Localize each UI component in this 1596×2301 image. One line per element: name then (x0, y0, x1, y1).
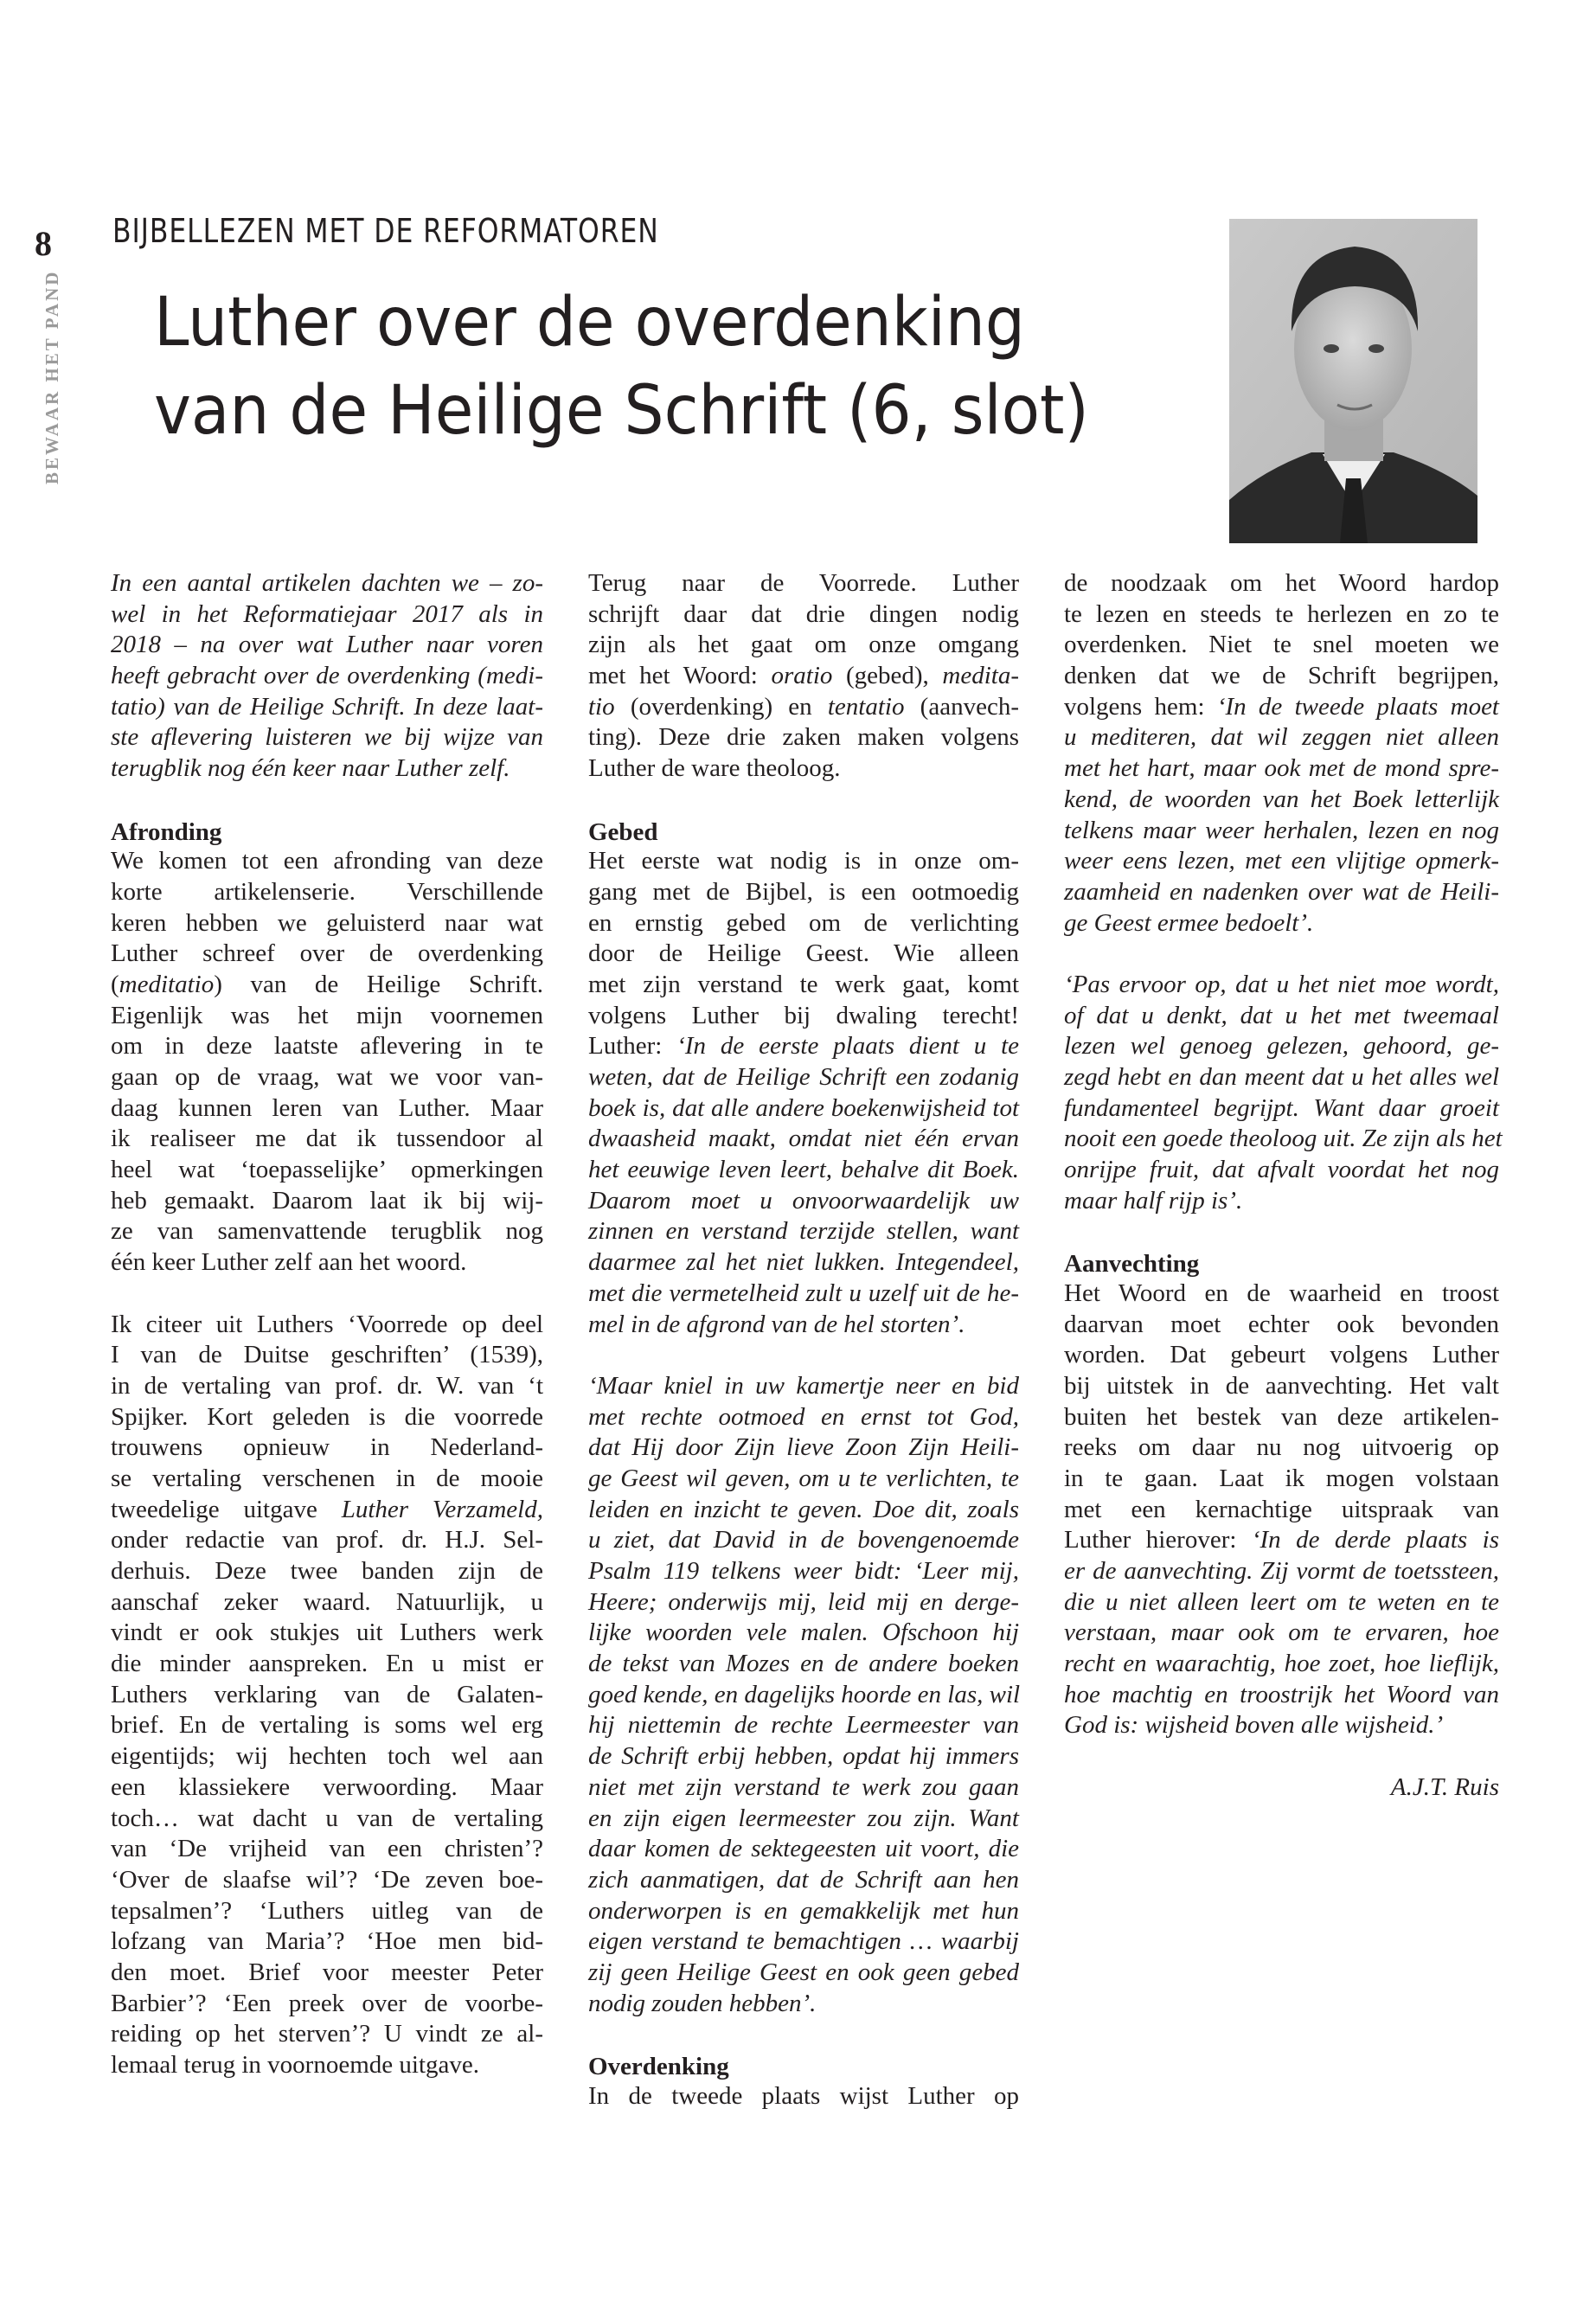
section-heading: Gebed (588, 817, 658, 846)
text-line (588, 1001, 1019, 1032)
text-line (111, 1649, 543, 1680)
text: ik realiseer me dat ik tussendoor al (111, 1125, 543, 1153)
text-line (588, 1031, 1019, 1062)
text-line (588, 908, 1019, 939)
text-line (111, 1834, 543, 1865)
text-line (588, 1926, 1019, 1958)
text-line (588, 1186, 1019, 1217)
italic-text: God is: wijsheid boven alle wijsheid.’ (1064, 1711, 1444, 1740)
text-line (588, 1649, 1019, 1680)
text: reeks om daar nu nog uitvoerig op (1064, 1433, 1499, 1462)
italic-text: mel in de afgrond van de hel storten’. (588, 1310, 965, 1338)
text-line (111, 1001, 543, 1032)
text: ze van samenvattende terugblik nog (111, 1217, 543, 1246)
text-line (1064, 1093, 1499, 1125)
text-line (588, 722, 1019, 753)
section-heading: Aanvechting (1064, 1250, 1200, 1279)
text-line (588, 1772, 1019, 1804)
text-line (1064, 1186, 1499, 1217)
paragraph (1064, 568, 1499, 939)
italic-text: tio (588, 692, 615, 721)
text: aanschaf zeker waard. Natuurlijk, u (111, 1587, 543, 1616)
text-line (588, 661, 1019, 692)
text-line (1064, 1525, 1499, 1556)
text-line (588, 568, 1019, 599)
text-line (111, 1618, 543, 1649)
paragraph-gap (588, 1340, 1019, 1371)
text-line (1064, 661, 1499, 692)
italic-text: lezen wel genoeg gelezen, gehoord, ge- (1064, 1032, 1499, 1061)
text: Luther schreef over de overdenking (111, 939, 543, 968)
text-line (588, 1556, 1019, 1587)
text-line (588, 1804, 1019, 1835)
text-line (111, 970, 543, 1001)
italic-text: nodig zouden hebben’. (588, 1989, 817, 2017)
text: één keer Luther zelf aan het woord. (111, 1248, 467, 1277)
paragraph-gap (1064, 939, 1499, 970)
text-line (588, 846, 1019, 877)
paragraph-gap (111, 1279, 543, 1310)
italic-text: In een aantal artikelen dachten we – zo- (111, 569, 543, 597)
paragraph (588, 568, 1019, 785)
italic-text: de Schrift erbij hebben, opdat hij immers (588, 1742, 1019, 1771)
text-line (588, 599, 1019, 631)
italic-text: zich aanmatigen, dat de Schrift aan hen (588, 1865, 1019, 1894)
text: reiding op het sterven’? U vindt ze al- (111, 2020, 543, 2048)
text-column-1 (111, 568, 543, 2081)
text: in te gaan. Laat ik mogen volstaan (1064, 1464, 1499, 1492)
text-line (588, 1279, 1019, 1310)
text-line (1064, 1031, 1499, 1062)
paragraph (111, 1310, 543, 2081)
text-line (1064, 970, 1499, 1001)
text-line (111, 939, 543, 970)
text: schrijft daar dat drie dingen nodig (588, 599, 1019, 628)
text-line (1064, 630, 1499, 661)
text-line (588, 1865, 1019, 1896)
text-line (588, 1371, 1019, 1402)
italic-text: tentatio (827, 692, 905, 721)
text-line (111, 1124, 543, 1155)
italic-text: telkens maar weer herhalen, lezen en nog (1064, 816, 1499, 844)
italic-text: die u niet alleen leert om te weten en te (1064, 1587, 1499, 1616)
text: (gebed), (832, 662, 943, 690)
section-heading: Overdenking (588, 2053, 729, 2080)
italic-text: u mediteren, dat wil zeggen niet alleen (1064, 723, 1499, 752)
italic-text: leiden en inzicht te geven. Doe dit, zoals (588, 1495, 1019, 1523)
text: daarvan moet echter ook bevonden (1064, 1310, 1499, 1338)
text: Barbier’? ‘Een preek over de voorbe- (111, 1989, 543, 2017)
text: in de vertaling van prof. dr. W. van ‘t (111, 1371, 543, 1400)
text-line (588, 1680, 1019, 1711)
text-line (588, 1433, 1019, 1464)
text-line (588, 1402, 1019, 1433)
text-line (1064, 1371, 1499, 1402)
italic-text: weten, dat de Heilige Schrift een zodanig (588, 1063, 1019, 1091)
text-line (111, 846, 543, 877)
section-heading: Afronding (111, 817, 222, 846)
text: van ‘De vrijheid van een christen’? (111, 1835, 543, 1863)
text-line (111, 1495, 543, 1526)
text-line (111, 1371, 543, 1402)
author-photo (1229, 219, 1477, 543)
text-line (588, 1896, 1019, 1927)
italic-text: onderworpen is en gemakkelijk met hun (588, 1896, 1019, 1925)
italic-text: met rechte ootmoed en ernst tot God, (588, 1402, 1019, 1431)
italic-text: weer eens lezen, met een vlijtige opmerk- (1064, 847, 1499, 875)
text-line (111, 1216, 543, 1247)
italic-text: het eeuwige leven leert, behalve dit Boek. (588, 1156, 1019, 1184)
italic-text: nooit een goede theoloog uit. Ze zijn als het (1064, 1125, 1503, 1153)
text-line (1064, 692, 1499, 723)
text-line (111, 753, 543, 785)
text-line (111, 877, 543, 908)
italic-text: Daarom moet u onvoorwaardelijk uw (588, 1186, 1019, 1215)
text-line (111, 1804, 543, 1835)
text-line (1064, 1402, 1499, 1433)
text-line (1064, 1279, 1499, 1310)
italic-text: ‘Maar kniel in uw kamertje neer en bid (588, 1371, 1019, 1400)
italic-text: wel in het Reformatiejaar 2017 als in (111, 599, 543, 628)
text: denken dat we de Schrift begrijpen, (1064, 662, 1499, 690)
text-line (111, 2019, 543, 2050)
italic-text: ‘In de derde plaats is (1251, 1526, 1499, 1554)
paragraph (588, 2081, 1019, 2112)
italic-text: hij niettemin de rechte Leermeester van (588, 1711, 1019, 1740)
italic-text: ste aflevering luisteren we bij wijze van (111, 723, 543, 752)
text: ) van de Heilige Schrift. (214, 970, 543, 998)
text-line (111, 722, 543, 753)
italic-text: maar half rijp is’. (1064, 1186, 1243, 1215)
text-line (1064, 1587, 1499, 1618)
text-line (588, 2081, 1019, 2112)
text: zijn als het gaat om onze omgang (588, 631, 1019, 659)
italic-text: of dat u denkt, dat u het met tweemaal (1064, 1001, 1499, 1029)
title-line: Luther over de overdenking (154, 284, 1025, 362)
text-line (1064, 1310, 1499, 1341)
text: (aanvech- (904, 692, 1019, 721)
italic-paragraph (588, 1371, 1019, 2019)
text-line (1064, 816, 1499, 847)
text: ( (111, 970, 119, 998)
text-line (588, 1093, 1019, 1125)
text: daag kunnen leren van Luther. Maar (111, 1093, 543, 1122)
text: tweedelige uitgave (111, 1495, 342, 1523)
text: en ernstig gebed om de verlichting (588, 908, 1019, 937)
text: volgens hem: (1064, 692, 1217, 721)
text-line (111, 630, 543, 661)
text-line (588, 1989, 1019, 2020)
text-line (1064, 1710, 1499, 1741)
text-line (111, 1310, 543, 1341)
italic-text: daar komen de sektegeesten uit voort, die (588, 1835, 1019, 1863)
text: met het Woord: (588, 662, 772, 690)
paragraph-gap (588, 785, 1019, 816)
italic-text: er de aanvechting. Zij vormt de toetssteen, (1064, 1557, 1499, 1585)
text: Ik citeer uit Luthers ‘Voorrede op deel (111, 1310, 543, 1338)
italic-text: 2018 – na over wat Luther naar voren (111, 631, 543, 659)
paragraph-gap (588, 2019, 1019, 2050)
italic-text: fundamenteel begrijpt. Want daar groeit (1064, 1093, 1499, 1122)
text: volgens Luther bij dwaling terecht! (588, 1001, 1019, 1029)
text-line (1064, 1433, 1499, 1464)
text: We komen tot een afronding van deze (111, 847, 543, 875)
paragraph (1064, 1279, 1499, 1741)
text: keren hebben we geluisterd naar wat (111, 908, 543, 937)
text: onder redactie van prof. dr. H.J. Sel- (111, 1526, 543, 1554)
italic-text: met het hart, maar ook met de mond spre- (1064, 754, 1499, 783)
text: Luther de ware theoloog. (588, 754, 841, 783)
italic-text: ge Geest ermee bedoelt’. (1064, 908, 1314, 937)
text-line (111, 1247, 543, 1279)
text: heel wat ‘toepasselijke’ opmerkingen (111, 1156, 543, 1184)
text-line (111, 1402, 543, 1433)
italic-text: hoe machtig en troostrijk het Woord van (1064, 1680, 1499, 1708)
text: ‘Over de slaafse wil’? ‘De zeven boe- (111, 1865, 543, 1894)
italic-text: ‘In de eerste plaats dient u te (676, 1032, 1019, 1061)
text-line (111, 1556, 543, 1587)
italic-text: zaamheid en nadenken over wat de Heili- (1064, 877, 1499, 906)
italic-text: zij geen Heilige Geest en ook geen gebed (588, 1958, 1019, 1986)
italic-text: dwaasheid maakt, omdat niet één ervan (588, 1125, 1019, 1153)
text-line (111, 1772, 543, 1804)
text-line (588, 1834, 1019, 1865)
text-line (1064, 785, 1499, 816)
text-line (111, 1464, 543, 1495)
title-line: van de Heilige Schrift (6, slot) (154, 372, 1089, 450)
text-line (588, 1124, 1019, 1155)
text: (overdenking) en (614, 692, 828, 721)
italic-text: heeft gebracht over de overdenking (medi- (111, 662, 543, 690)
text: korte artikelenserie. Verschillende (111, 877, 543, 906)
italic-text: tatio) van de Heilige Schrift. In deze laat- (111, 692, 543, 721)
text-line (1064, 722, 1499, 753)
italic-text: oratio (771, 662, 833, 690)
text-line (588, 1495, 1019, 1526)
text: I van de Duitse geschriften’ (1539), (111, 1341, 543, 1369)
text-line (1064, 1062, 1499, 1093)
text-line (111, 1587, 543, 1618)
text: tepsalmen’? ‘Luthers uitleg van de (111, 1896, 543, 1925)
text: se vertaling verschenen in de mooie (111, 1464, 543, 1492)
text: gaan op de vraag, wat we voor van- (111, 1063, 543, 1091)
text: eigentijds; wij hechten toch wel aan (111, 1742, 543, 1771)
text-line (588, 970, 1019, 1001)
italic-paragraph (111, 568, 543, 785)
italic-text: medita- (942, 662, 1020, 690)
text: brief. En de vertaling is soms wel erg (111, 1711, 543, 1740)
text-line (111, 2050, 543, 2081)
italic-text: met die vermetelheid zult u uzelf uit de he- (588, 1279, 1019, 1307)
text-line (111, 1741, 543, 1772)
text: te lezen en steeds te herlezen en zo te (1064, 599, 1499, 628)
page-number: 8 (35, 224, 52, 263)
author-signature: A.J.T. Ruis (1390, 1772, 1499, 1801)
paragraph-gap (1064, 1741, 1499, 1772)
italic-paragraph (1064, 970, 1503, 1217)
italic-text: ‘Pas ervoor op, dat u het niet moe wordt, (1064, 970, 1499, 998)
italic-text: zegd hebt en dan meent dat u het alles wel (1064, 1063, 1499, 1091)
text: overdenken. Niet te snel moeten we (1064, 631, 1499, 659)
text-line (111, 1340, 543, 1371)
text-column-2 (588, 568, 1019, 2112)
text-line (1064, 1001, 1499, 1032)
section-label: BIJBELLEZEN MET DE REFORMATOREN (112, 212, 659, 250)
text-line (588, 877, 1019, 908)
text-line (1064, 1618, 1499, 1649)
italic-text: meditatio (119, 970, 215, 998)
text-line (588, 1310, 1019, 1341)
text-line (111, 908, 543, 939)
italic-text: lijke woorden vele malen. Ofschoon hij (588, 1618, 1019, 1647)
text-column-3 (1064, 568, 1503, 1804)
text: toch… wat dacht u van de vertaling (111, 1804, 543, 1832)
italic-text: daarmee zal het niet lukken. Integendeel, (588, 1248, 1019, 1277)
text-line (111, 1525, 543, 1556)
text-line (1064, 1495, 1499, 1526)
italic-text: de tekst van Mozes en de andere boeken (588, 1650, 1019, 1678)
italic-text: niet met zijn verstand te werk zou gaan (588, 1772, 1019, 1801)
text-line (588, 692, 1019, 723)
italic-text: u ziet, dat David in de bovengenoemde (588, 1526, 1019, 1554)
text: bij uitstek in de aanvechting. Het valt (1064, 1371, 1499, 1400)
text-line (588, 1062, 1019, 1093)
text: de noodzaak om het Woord hardop (1064, 569, 1499, 597)
text-line (111, 1093, 543, 1125)
text-line (588, 1247, 1019, 1279)
text-line (1064, 1556, 1499, 1587)
text-line (111, 1989, 543, 2020)
text: met zijn verstand te werk gaat, komt (588, 970, 1019, 998)
italic-text: verstaan, maar ook om te ervaren, hoe (1064, 1618, 1499, 1647)
magazine-name: BEWAAR HET PAND (42, 269, 62, 484)
paragraph-gap (111, 785, 543, 816)
italic-text: ‘In de tweede plaats moet (1216, 692, 1499, 721)
text: Terug naar de Voorrede. Luther (588, 569, 1019, 597)
text-line (1064, 846, 1499, 877)
text-line (111, 1155, 543, 1186)
italic-text: zinnen en verstand terzijde stellen, want (588, 1217, 1019, 1246)
text: om in deze laatste aflevering in te (111, 1032, 543, 1061)
text: worden. Dat gebeurt volgens Luther (1064, 1341, 1499, 1369)
paragraph (111, 846, 543, 1279)
italic-text: Heere; onderwijs mij, leid mij en derge- (588, 1587, 1019, 1616)
text-line (111, 1680, 543, 1711)
text-line (588, 1618, 1019, 1649)
text: lofzang van Maria’? ‘Hoe men bid- (111, 1927, 543, 1956)
text-line (111, 1031, 543, 1062)
italic-text: Luther Verzameld, (341, 1495, 543, 1523)
text: In de tweede plaats wijst Luther op (588, 2081, 1019, 2110)
text-line (1064, 1649, 1499, 1680)
text: vindt er ook stukjes uit Luthers werk (111, 1618, 543, 1647)
text: Luther hierover: (1064, 1526, 1252, 1554)
text: derhuis. Deze twee banden zijn de (111, 1557, 543, 1585)
text: Luther: (588, 1032, 677, 1061)
text: Spijker. Kort geleden is die voorrede (111, 1402, 543, 1431)
text-line (111, 1710, 543, 1741)
text-line (111, 692, 543, 723)
text-line (588, 1464, 1019, 1495)
italic-text: dat Hij door Zijn lieve Zoon Zijn Heili- (588, 1433, 1019, 1462)
italic-text: ge Geest wil geven, om u te verlichten, te (588, 1464, 1019, 1492)
text: een klassiekere verwoording. Maar (111, 1772, 543, 1801)
italic-text: onrijpe fruit, dat afvalt voordat het nog (1064, 1156, 1499, 1184)
text-line (1064, 1680, 1499, 1711)
text: ting). Deze drie zaken maken volgens (588, 723, 1019, 752)
text-line (111, 599, 543, 631)
text-line (1064, 877, 1499, 908)
italic-text: recht en waarachtig, hoe zoet, hoe lieflijk, (1064, 1650, 1499, 1678)
text-line (111, 1926, 543, 1958)
text: Luthers verklaring van de Galaten- (111, 1680, 543, 1708)
paragraph-gap (1064, 1216, 1499, 1247)
text-line (111, 1433, 543, 1464)
text: Het eerste wat nodig is in onze om- (588, 847, 1019, 875)
italic-text: terugblik nog één keer naar Luther zelf. (111, 754, 510, 783)
text-line (111, 661, 543, 692)
text: buiten het bestek van deze artikelen- (1064, 1402, 1499, 1431)
text-line (1064, 908, 1499, 939)
text-line (588, 1958, 1019, 1989)
text-line (111, 1958, 543, 1989)
text-line (588, 630, 1019, 661)
text: met een kernachtige uitspraak van (1064, 1495, 1499, 1523)
text-line (1064, 753, 1499, 785)
text-line (588, 1587, 1019, 1618)
italic-text: kend, de woorden van het Boek letterlijk (1064, 785, 1499, 813)
text: lemaal terug in voornoemde uitgave. (111, 2051, 479, 2079)
text-line (111, 1865, 543, 1896)
text-line (588, 939, 1019, 970)
text-line (1064, 1464, 1499, 1495)
text-line (111, 1062, 543, 1093)
text-line (1064, 1124, 1503, 1155)
text: Eigenlijk was het mijn voornemen (111, 1001, 543, 1029)
portrait-image (1229, 219, 1477, 543)
text-line (588, 1155, 1019, 1186)
text: gang met de Bijbel, is een ootmoedig (588, 877, 1019, 906)
italic-text: boek is, dat alle andere boekenwijsheid tot (588, 1093, 1019, 1122)
text-line (111, 1896, 543, 1927)
text-line (111, 1186, 543, 1217)
text-line (588, 1216, 1019, 1247)
article-title (154, 279, 1089, 455)
text-line (588, 1710, 1019, 1741)
text-line (1064, 568, 1499, 599)
text: heb gemaakt. Daarom laat ik bij wij- (111, 1186, 543, 1215)
text: door de Heilige Geest. Wie alleen (588, 939, 1019, 968)
text: den moet. Brief voor meester Peter (111, 1958, 543, 1986)
italic-text: en zijn eigen leermeester zou zijn. Want (588, 1804, 1019, 1832)
text-line (588, 1525, 1019, 1556)
text: Het Woord en de waarheid en troost (1064, 1279, 1499, 1307)
text-line (1064, 1155, 1499, 1186)
text-line (1064, 1340, 1499, 1371)
text-line (111, 568, 543, 599)
italic-text: goed kende, en dagelijks hoorde en las, wil (588, 1680, 1021, 1708)
paragraph (588, 846, 1019, 1340)
text-line (1064, 599, 1499, 631)
text: die minder aanspreken. En u mist er (111, 1650, 543, 1678)
italic-text: Psalm 119 telkens weer bidt: ‘Leer mij, (588, 1557, 1019, 1585)
text: trouwens opnieuw in Nederland- (111, 1433, 543, 1462)
text-line (588, 1741, 1019, 1772)
italic-text: eigen verstand te bemachtigen … waarbij (588, 1927, 1019, 1956)
text-line (588, 753, 1019, 785)
